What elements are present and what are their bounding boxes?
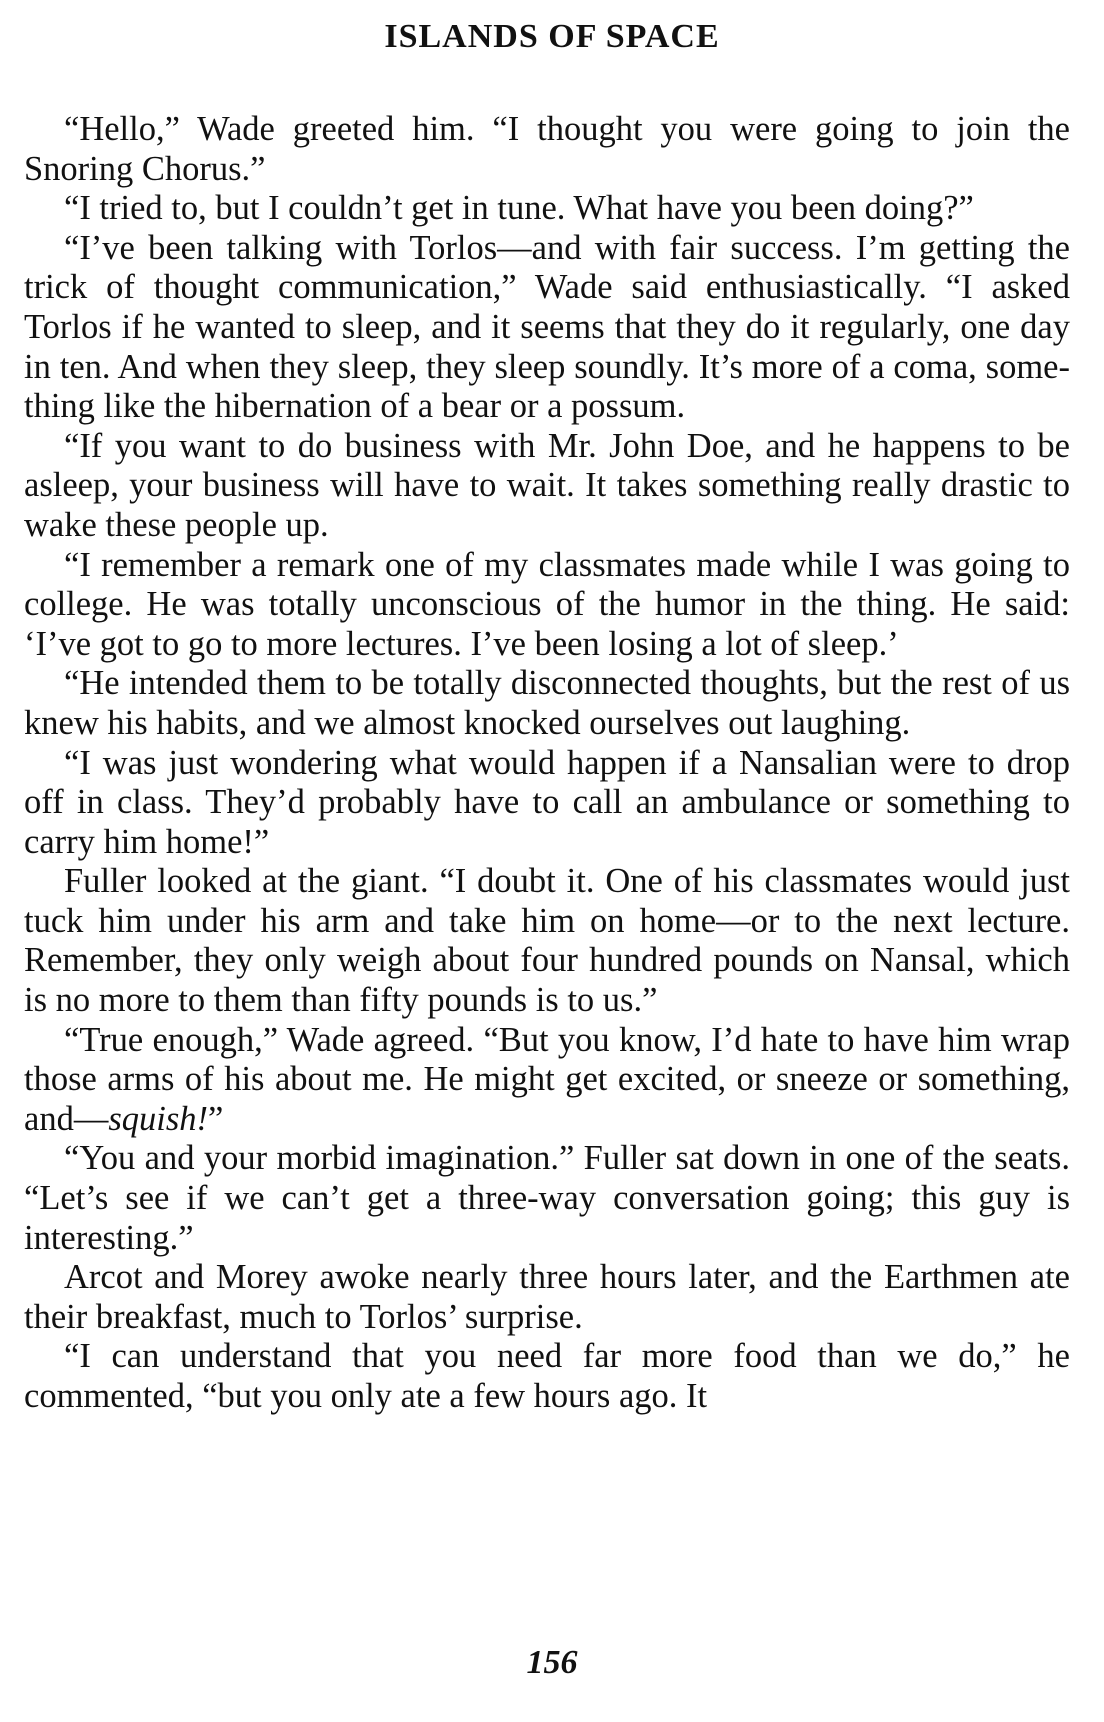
paragraph: “You and your morbid imagination.” Fuller sat down in one of the seats. “Let’s see if we can’t get a three-way conversation going; this guy is interesting.” [24, 1139, 1070, 1257]
paragraph: “I was just wondering what would happen if a Nansalian were to drop off in class. They’d probably have to call an ambulance or something to carry him home!” [24, 743, 1070, 861]
paragraph: Fuller looked at the giant. “I doubt it. One of his classmates would just tuck him under his arm and take him on home—or to the next lecture. Remember, they only weigh about four hundred pounds on Nansal, which is no more to them than fifty pounds is to us.” [24, 862, 1070, 1020]
page-number: 156 [526, 1644, 578, 1681]
paragraph: “If you want to do business with Mr. John Doe, and he happens to be asleep, your business will have to wait. It takes something really drastic to wake these people up. [24, 426, 1070, 544]
paragraph: “I’ve been talking with Torlos—and with fair success. I’m getting the trick of thought communication,” Wade said enthusiastically. “I asked Torlos if he wanted to sleep, and it seems that they do it regularly, one day in ten. And when they sleep, they sleep soundly. It’s more of a coma, something like the hibernation of a bear or a possum. [24, 228, 1070, 426]
paragraph: “I remember a remark one of my classmates made while I was going to college. He was totally unconscious of the humor in the thing. He said: ‘I’ve got to go to more lectures. I’ve been losing a lot of sleep.’ [24, 545, 1070, 663]
paragraph: “I can understand that you need far more food than we do,” he commented, “but you only ate a few hours ago. It [24, 1337, 1070, 1415]
paragraph-text: ” [208, 1099, 224, 1138]
running-head: ISLANDS OF SPACE [384, 18, 720, 55]
paragraph: “Hello,” Wade greeted him. “I thought you were going to join the Snoring Chorus.” [24, 110, 1070, 188]
emphasis-text: squish! [108, 1099, 209, 1138]
body-text [24, 110, 1070, 1417]
paragraph: Arcot and Morey awoke nearly three hours later, and the Earthmen ate their breakfast, much to Torlos’ surprise. [24, 1258, 1070, 1336]
paragraph: “I tried to, but I couldn’t get in tune. What have you been doing?” [64, 189, 974, 228]
paragraph: “He intended them to be totally disconnected thoughts, but the rest of us knew his habits, and we almost knocked ourselves out laughing. [24, 664, 1070, 742]
paragraph [24, 1021, 1070, 1140]
paragraph-text: “True enough,” Wade agreed. “But you know, I’d hate to have him wrap those arms of his about me. He might get excited, or sneeze or something, and— [24, 1020, 1070, 1138]
